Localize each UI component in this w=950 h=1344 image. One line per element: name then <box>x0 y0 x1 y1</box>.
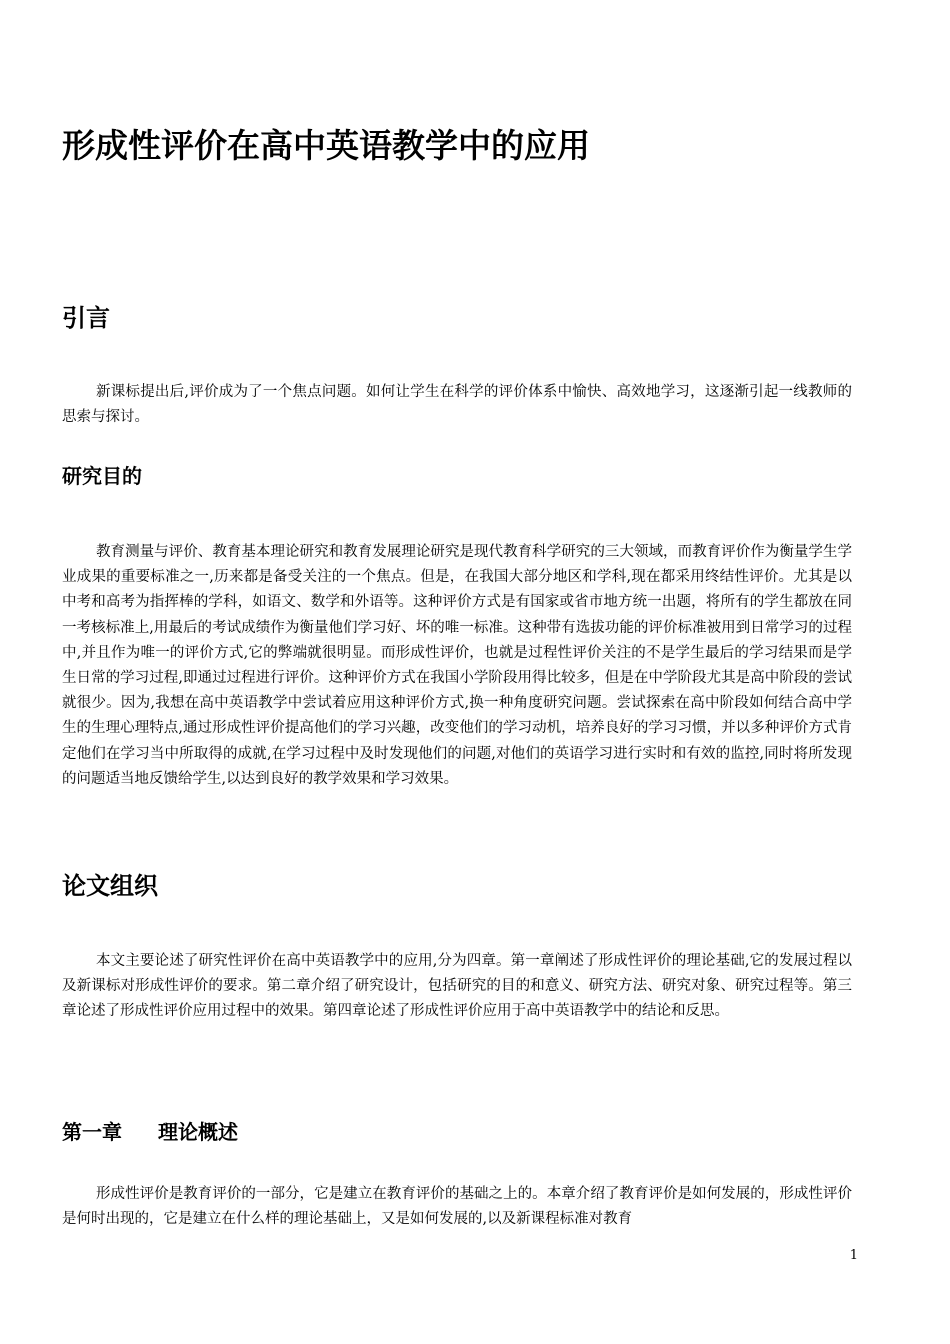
section-heading-thesis-organization: 论文组织 <box>62 872 158 900</box>
chapter-heading <box>62 1117 238 1147</box>
chapter-intro-paragraph: 形成性评价是教育评价的一部分，它是建立在教育评价的基础之上的。本章介绍了教育评价是如何发展的，形成性评价是何时出现的，它是建立在什么样的理论基础上，又是如何发展的,以及新课程标准对教育 <box>62 1186 852 1228</box>
research-purpose-paragraph: 教育测量与评价、教育基本理论研究和教育发展理论研究是现代教育科学研究的三大领域，而教育评价作为衡量学生学业成果的重要标准之一,历来都是备受关注的一个焦点。但是，在我国大部分地区和学科,现在都采用终结性评价。尤其是以中考和高考为指挥棒的学科，如语文、数学和外语等。这种评价方式是有国家或省市地方统一出题，将所有的学生都放在同一考核标准上,用最后的考试成绩作为衡量他们学习好、坏的唯一标准。这种带有选拔功能的评价标准被用到日常学习的过程中,并且作为唯一的评价方式,它的弊端就很明显。而形成性评价，也就是过程性评价关注的不是学生最后的学习结果而是学生日常的学习过程,即通过过程进行评价。这种评价方式在我国小学阶段用得比较多，但是在中学阶段尤其是高中阶段的尝试就很少。因为,我想在高中英语教学中尝试着应用这种评价方式,换一种角度研究问题。尝试探索在高中阶段如何结合高中学生的生理心理特点,通过形成性评价提高他们的学习兴趣，改变他们的学习动机，培养良好的学习习惯，并以多种评价方式肯定他们在学习当中所取得的成就,在学习过程中及时发现他们的问题,对他们的英语学习进行实时和有效的监控,同时将所发现的问题适当地反馈给学生,以达到良好的教学效果和学习效果。 <box>62 544 852 787</box>
chapter-number: 第一章 <box>62 1120 122 1144</box>
document-title: 形成性评价在高中英语教学中的应用 <box>62 126 590 165</box>
introduction-paragraph: 新课标提出后,评价成为了一个焦点问题。如何让学生在科学的评价体系中愉快、高效地学习，这逐渐引起一线教师的思索与探讨。 <box>62 384 852 426</box>
section-heading-research-purpose: 研究目的 <box>62 464 142 488</box>
section-heading-introduction: 引言 <box>62 304 110 332</box>
chapter-title: 理论概述 <box>158 1120 238 1144</box>
thesis-organization-paragraph: 本文主要论述了研究性评价在高中英语教学中的应用,分为四章。第一章阐述了形成性评价的理论基础,它的发展过程以及新课标对形成性评价的要求。第二章介绍了研究设计，包括研究的目的和意义、研究方法、研究对象、研究过程等。第三章论述了形成性评价应用过程中的效果。第四章论述了形成性评价应用于高中英语教学中的结论和反思。 <box>62 953 852 1020</box>
page-number: 1 <box>849 1248 858 1263</box>
